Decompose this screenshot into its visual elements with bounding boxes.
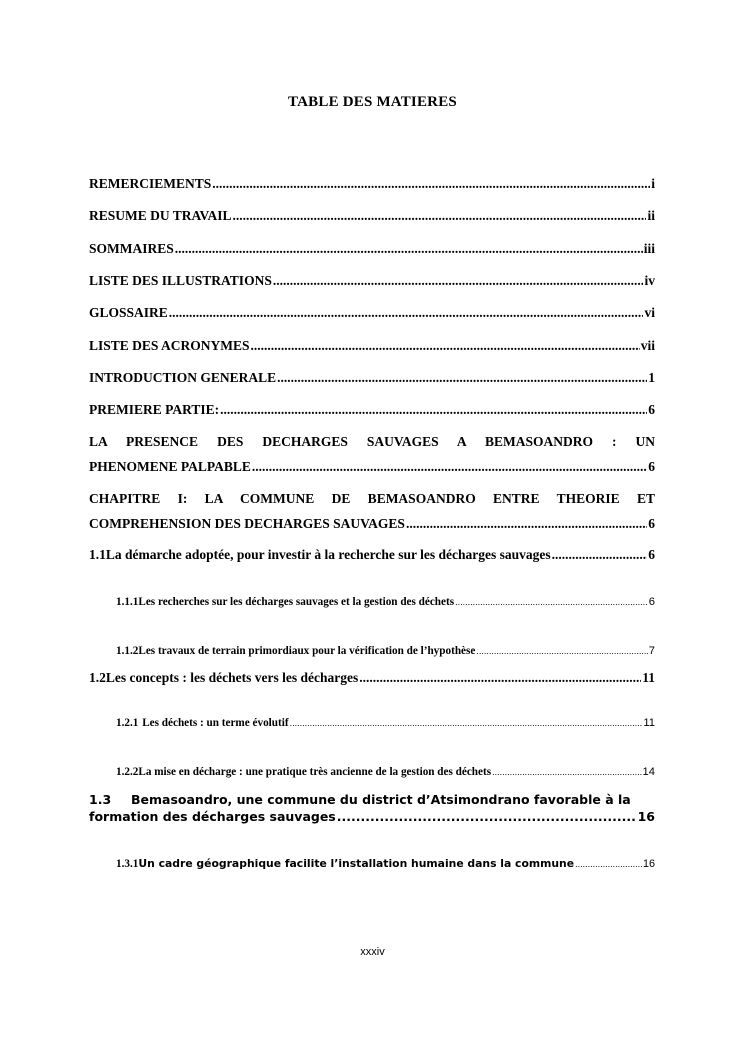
toc-label: Les concepts : les déchets vers les décharges bbox=[105, 670, 359, 685]
toc-page: vii bbox=[640, 338, 655, 353]
toc-number: 1.2.2 bbox=[116, 766, 139, 778]
toc-page: 6 bbox=[648, 516, 655, 531]
toc-label-line1: LA PRESENCE DES DECHARGES SAUVAGES A BEMASOANDRO : UN bbox=[89, 434, 655, 449]
toc-page: 6 bbox=[648, 547, 655, 562]
toc-label-line2: formation des décharges sauvages bbox=[89, 809, 336, 824]
toc-entry-glossaire[interactable] bbox=[89, 304, 655, 322]
toc-entry-sommaires[interactable] bbox=[89, 240, 655, 258]
toc-label: GLOSSAIRE bbox=[89, 305, 168, 320]
toc-leader bbox=[233, 207, 647, 225]
toc-entry-remerciements[interactable] bbox=[89, 175, 655, 193]
toc-leader bbox=[290, 718, 643, 728]
toc-number: 1.1.1 bbox=[116, 596, 139, 608]
toc-entry-section-1-2-2[interactable] bbox=[116, 766, 655, 778]
toc-leader bbox=[273, 272, 644, 290]
toc-entry-introduction[interactable] bbox=[89, 369, 655, 387]
toc-page: 11 bbox=[642, 670, 655, 685]
toc-label: SOMMAIRES bbox=[89, 241, 174, 256]
toc-leader bbox=[575, 859, 642, 869]
toc-leader bbox=[252, 458, 647, 476]
toc-leader bbox=[492, 767, 641, 777]
toc-entry-liste-illustrations[interactable] bbox=[89, 272, 655, 290]
toc-number: 1.2 bbox=[89, 670, 106, 685]
toc-leader bbox=[212, 175, 650, 193]
toc-entry-premiere-partie[interactable] bbox=[89, 401, 655, 419]
toc-page: 6 bbox=[648, 402, 655, 417]
toc-label-line1: Bemasoandro, une commune du district d’Atsimondrano favorable à la bbox=[131, 792, 631, 807]
toc-label: LISTE DES ACRONYMES bbox=[89, 338, 250, 353]
toc-entry-section-1-3[interactable] bbox=[89, 792, 655, 824]
toc-leader bbox=[169, 304, 644, 322]
toc-entry-section-1-2[interactable] bbox=[89, 670, 655, 686]
toc-label: Les recherches sur les décharges sauvages et la gestion des déchets bbox=[138, 596, 455, 608]
toc-entry-chapitre-1[interactable] bbox=[89, 490, 655, 533]
toc-leader bbox=[359, 670, 641, 686]
toc-label: Les déchets : un terme évolutif bbox=[142, 717, 289, 729]
toc-page: 6 bbox=[648, 596, 655, 608]
toc-page: iv bbox=[644, 273, 655, 288]
toc-leader bbox=[175, 240, 643, 258]
toc-entry-section-1-2-1[interactable] bbox=[116, 717, 655, 729]
toc-page: vi bbox=[644, 305, 655, 320]
toc-label: Les travaux de terrain primordiaux pour la vérification de l’hypothèse bbox=[138, 645, 476, 657]
toc-page: 16 bbox=[637, 809, 655, 824]
toc-leader bbox=[455, 597, 648, 607]
toc-leader bbox=[337, 809, 637, 824]
toc-entry-section-1-1[interactable] bbox=[89, 547, 655, 563]
toc-page: 7 bbox=[648, 645, 655, 657]
toc-label-line1: CHAPITRE I: LA COMMUNE DE BEMASOANDRO ENTRE THEORIE ET bbox=[89, 491, 655, 506]
toc-leader bbox=[277, 369, 647, 387]
toc-label-line2: COMPREHENSION DES DECHARGES SAUVAGES bbox=[89, 516, 405, 531]
page-number: xxxiv bbox=[360, 946, 385, 958]
toc-label: Un cadre géographique facilite l’installation humaine dans la commune bbox=[138, 857, 575, 870]
toc-label: REMERCIEMENTS bbox=[89, 176, 212, 191]
toc-number: 1.3.1 bbox=[116, 858, 139, 870]
toc-entry-resume[interactable] bbox=[89, 207, 655, 225]
toc-leader bbox=[220, 401, 647, 419]
toc-page: 11 bbox=[643, 717, 655, 729]
toc-page: 6 bbox=[648, 459, 655, 474]
toc-label: LISTE DES ILLUSTRATIONS bbox=[89, 273, 272, 288]
toc-label: INTRODUCTION GENERALE bbox=[89, 370, 277, 385]
toc-number: 1.1 bbox=[89, 547, 106, 562]
toc-page: 14 bbox=[642, 766, 655, 778]
toc-leader bbox=[251, 337, 640, 355]
toc-leader bbox=[406, 515, 647, 533]
toc-label: RESUME DU TRAVAIL bbox=[89, 208, 232, 223]
toc-number: 1.2.1 bbox=[116, 717, 139, 729]
toc-label: La démarche adoptée, pour investir à la recherche sur les décharges sauvages bbox=[105, 547, 551, 562]
toc-entry-presence[interactable] bbox=[89, 433, 655, 476]
toc-page: i bbox=[651, 176, 655, 191]
toc-leader bbox=[552, 547, 648, 563]
toc-label-line2: PHENOMENE PALPABLE bbox=[89, 459, 251, 474]
toc-label: PREMIERE PARTIE: bbox=[89, 402, 220, 417]
toc-number: 1.3 bbox=[89, 792, 112, 807]
toc-label: La mise en décharge : une pratique très ancienne de la gestion des déchets bbox=[138, 766, 492, 778]
toc-page: 16 bbox=[642, 858, 655, 870]
toc-entry-liste-acronymes[interactable] bbox=[89, 337, 655, 355]
toc-entry-section-1-3-1[interactable] bbox=[116, 857, 655, 870]
toc-number: 1.1.2 bbox=[116, 645, 139, 657]
toc-entry-section-1-1-1[interactable] bbox=[116, 596, 655, 608]
toc-entry-section-1-1-2[interactable] bbox=[116, 645, 655, 657]
toc-page: 1 bbox=[648, 370, 655, 385]
toc-page: iii bbox=[643, 241, 655, 256]
toc-leader bbox=[476, 646, 647, 656]
toc-page: ii bbox=[647, 208, 655, 223]
page-title: TABLE DES MATIERES bbox=[288, 94, 457, 110]
